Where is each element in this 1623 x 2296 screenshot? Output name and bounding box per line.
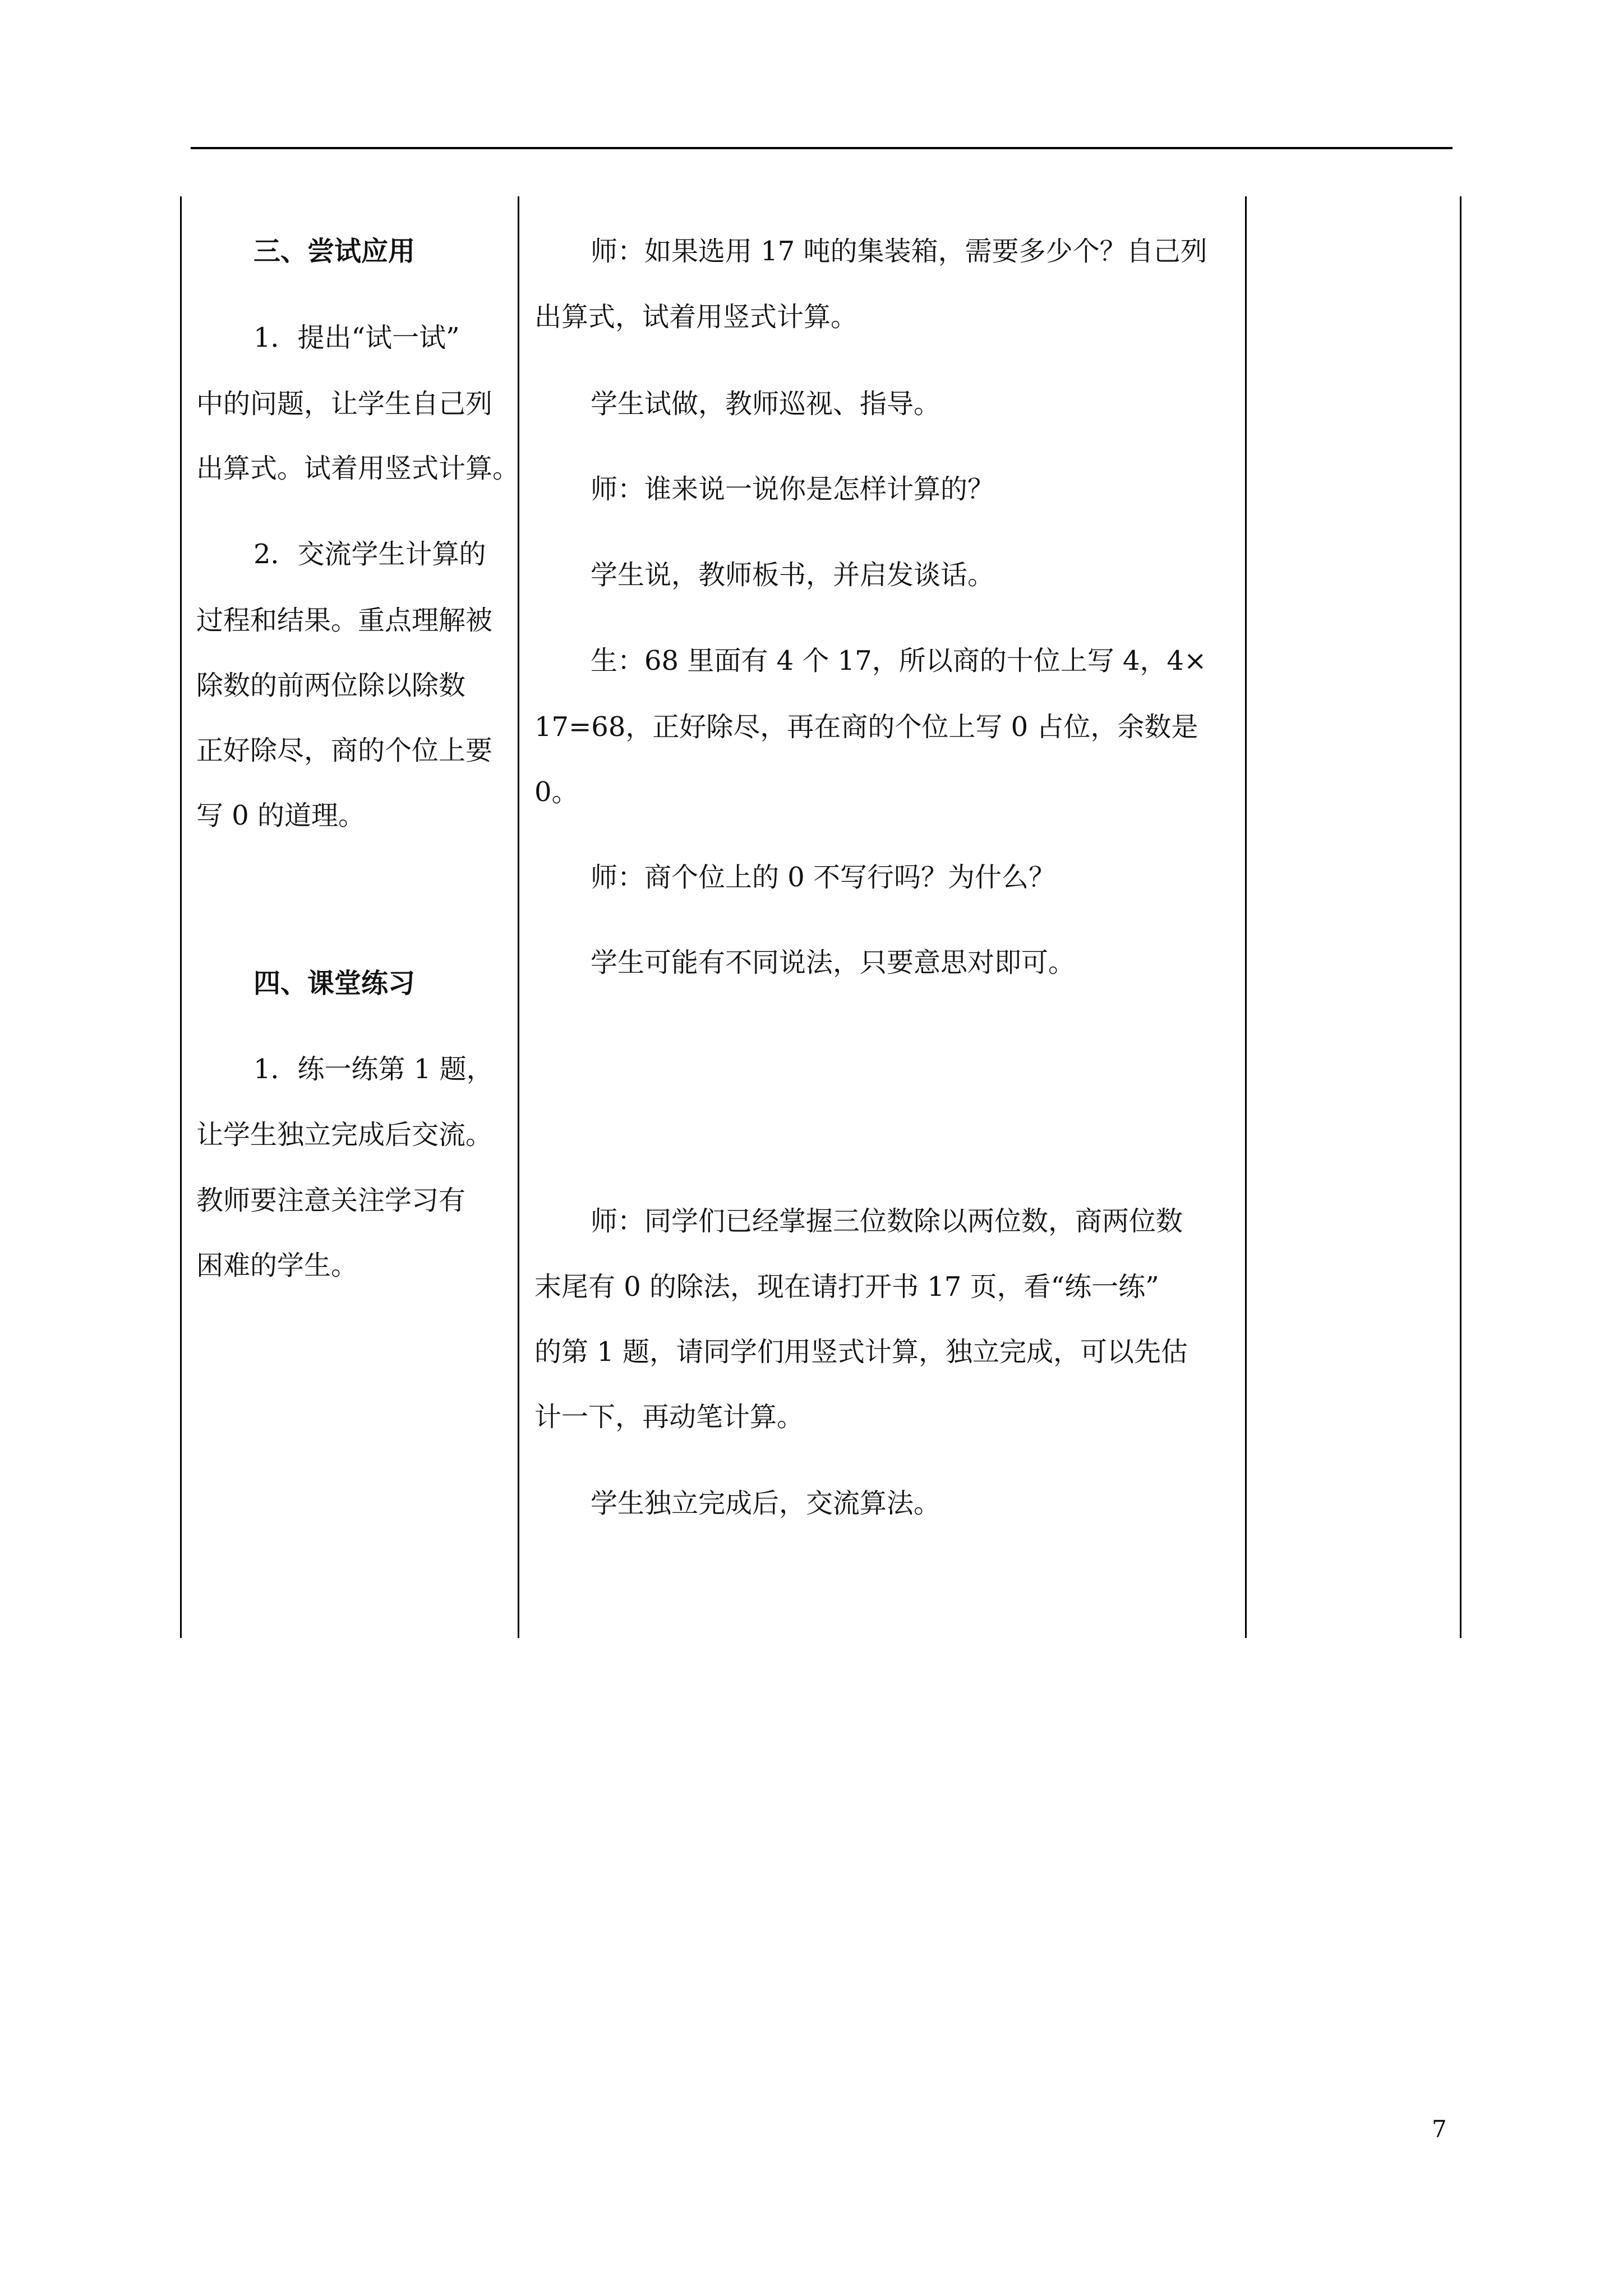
table-divider-1 [518,196,519,1638]
section3-heading: 三、尝试应用 [253,236,416,267]
table-divider-2 [1245,196,1247,1638]
dialogue-line: 师：商个位上的 0 不写行吗？为什么？ [591,862,1056,893]
page-number: 7 [1432,2115,1447,2143]
item2-line: 过程和结果。重点理解被 [196,605,493,636]
practice-line: 困难的学生。 [196,1250,358,1281]
item1-line: 中的问题，让学生自己列 [196,388,493,420]
dialogue-line: 师：同学们已经掌握三位数除以两位数，商两位数 [591,1205,1183,1237]
dialogue-line: 0。 [534,776,579,808]
dialogue-line: 师：如果选用 17 吨的集装箱，需要多少个？自己列 [591,236,1207,267]
item2-line: 2．交流学生计算的 [253,539,486,570]
dialogue-line: 学生可能有不同说法，只要意思对即可。 [591,947,1076,978]
practice-line: 1．练一练第 1 题， [253,1053,494,1085]
dialogue-line: 学生独立完成后，交流算法。 [591,1488,941,1519]
item2-line: 除数的前两位除以除数 [196,670,466,701]
item1-line: 出算式。试着用竖式计算。 [196,453,520,484]
practice-line: 让学生独立完成后交流。 [196,1119,493,1151]
dialogue-line: 的第 1 题，请同学们用竖式计算，独立完成，可以先估 [534,1336,1188,1368]
dialogue-line: 出算式，试着用竖式计算。 [534,301,858,333]
table-border-right [1460,196,1461,1638]
table-border-left [180,196,182,1638]
header-rule [191,147,1453,149]
item1-line: 1．提出“试一试” [253,322,460,353]
dialogue-line: 计一下，再动笔计算。 [534,1401,804,1433]
item2-line: 写 0 的道理。 [196,800,366,831]
practice-line: 教师要注意关注学习有 [196,1185,466,1216]
dialogue-line: 生：68 里面有 4 个 17，所以商的十位上写 4，4× [591,645,1207,677]
dialogue-line: 学生试做，教师巡视、指导。 [591,388,941,420]
dialogue-line: 17=68，正好除尽，再在商的个位上写 0 占位，余数是 [534,711,1198,743]
item2-line: 正好除尽，商的个位上要 [196,735,493,766]
dialogue-line: 学生说，教师板书，并启发谈话。 [591,559,995,591]
dialogue-line: 师：谁来说一说你是怎样计算的？ [591,473,995,505]
section4-heading: 四、课堂练习 [253,968,416,999]
dialogue-line: 末尾有 0 的除法，现在请打开书 17 页，看“练一练” [534,1271,1159,1303]
